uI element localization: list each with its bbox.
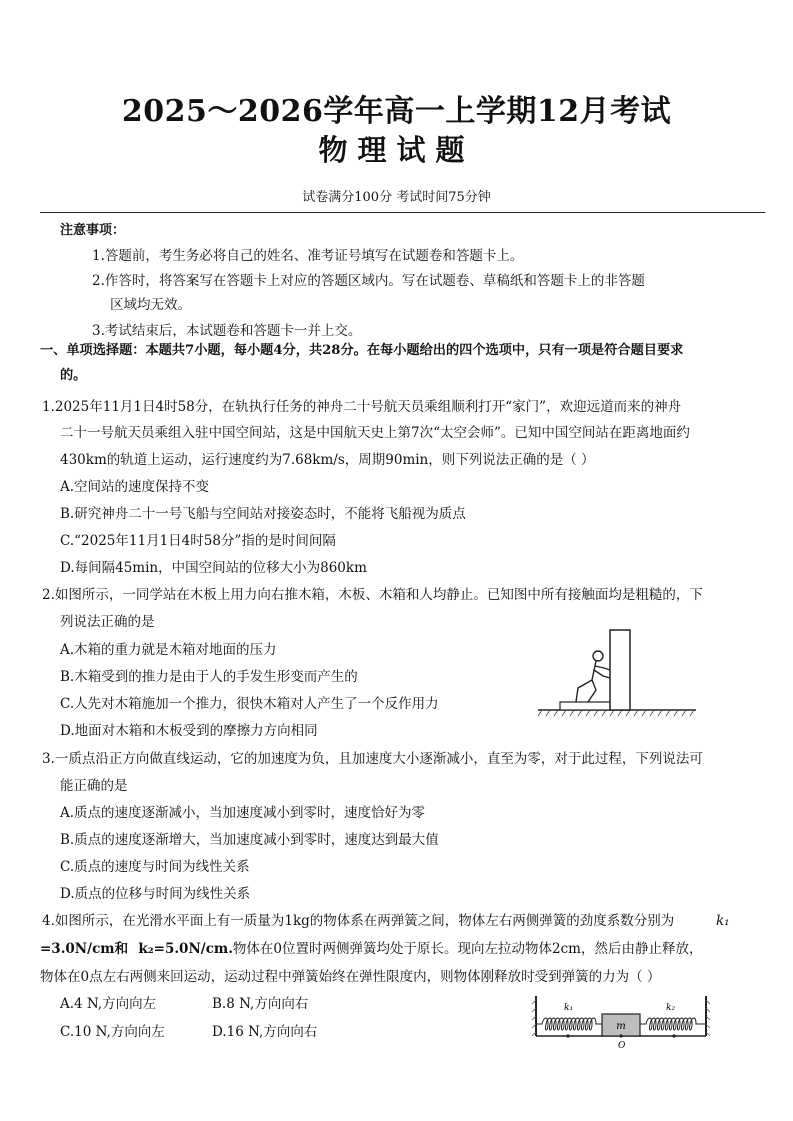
- question-1-option-a: A.空间站的速度保持不变: [60, 479, 210, 495]
- left-spring: [536, 1018, 602, 1030]
- section-heading: 一、单项选择题：本题共7小题，每小题4分，共28分。在每小题给出的四个选项中，只有一项是符合题目要求: [40, 343, 684, 358]
- origin-label: O: [618, 1041, 626, 1051]
- k1-symbol: k₁: [716, 913, 730, 929]
- question-2-text: 列说法正确的是: [60, 614, 155, 630]
- question-1-text: 430km的轨道上运动，运行速度约为7.68km/s，周期90min，则下列说法正确的是（ ）: [60, 452, 595, 468]
- notes-heading: 注意事项：: [60, 223, 126, 238]
- exam-info: 试卷满分100分 考试时间75分钟: [302, 190, 491, 205]
- question-3-text: 能正确的是: [60, 778, 128, 794]
- k2-label: k₂: [666, 1003, 676, 1013]
- question-2-option-b: B.木箱受到的推力是由于人的手发生形变而产生的: [60, 669, 358, 685]
- mass-label: m: [616, 1021, 626, 1032]
- question-2-option-c: C.人先对木箱施加一个推力，很快木箱对人产生了一个反作用力: [60, 696, 439, 712]
- note-item: 3.考试结束后，本试题卷和答题卡一并上交。: [92, 323, 362, 339]
- header-divider: [40, 212, 765, 213]
- question-4-text: [40, 940, 702, 958]
- note-item: 区域均无效。: [110, 297, 191, 313]
- wooden-box: [610, 630, 630, 710]
- question-2-option-a: A.木箱的重力就是木箱对地面的压力: [60, 642, 277, 658]
- k1-label: k₁: [564, 1003, 574, 1013]
- question-3-option-b: B.质点的速度逐渐增大，当加速度减小到零时，速度达到最大值: [60, 832, 439, 848]
- question-2-option-d: D.地面对木箱和木板受到的摩擦力方向相同: [60, 723, 318, 739]
- section-heading-cont: 的。: [60, 368, 87, 383]
- person-figure: [576, 651, 610, 702]
- ground-hatching: [538, 710, 694, 716]
- question-4-option-c: C.10 N,方向向左: [60, 1024, 165, 1040]
- question-1-text: 1.2025年11月1日4时58分，在轨执行任务的神舟二十号航天员乘组顺利打开“家门”，欢迎远道而来的神舟: [42, 399, 682, 415]
- question-1-option-b: B.研究神舟二十一号飞船与空间站对接姿态时，不能将飞船视为质点: [60, 506, 466, 522]
- exam-subject: 物理试题: [318, 133, 475, 167]
- note-item: 1.答题前，考生务必将自己的姓名、准考证号填写在试题卷和答题卡上。: [92, 248, 524, 264]
- reference-dot: [566, 1034, 569, 1037]
- question-4-text-cont: 物体在0位置时两侧弹簧均处于原长。现向左拉动物体2cm，然后由静止释放，: [232, 941, 703, 957]
- question-4-option-d: D.16 N,方向向右: [212, 1024, 318, 1040]
- question-4-option-b: B.8 N,方向向右: [212, 996, 309, 1012]
- reference-dot: [672, 1034, 675, 1037]
- question-4-option-a: A.4 N,方向向左: [60, 996, 157, 1012]
- question-4-text: 物体在0点左右两侧来回运动，运动过程中弹簧始终在弹性限度内，则物体刚释放时受到弹簧的力为（ ）: [40, 969, 661, 985]
- spring-mass-figure: [530, 994, 712, 1052]
- origin-dot: [619, 1034, 622, 1037]
- k1-value: =3.0N/cm和: [40, 941, 129, 957]
- note-item: 2.作答时，将答案写在答题卡上对应的答题区域内。写在试题卷、草稿纸和答题卡上的非答题: [92, 273, 645, 289]
- question-2-text: 2.如图所示，一同学站在木板上用力向右推木箱，木板、木箱和人均静止。已知图中所有接触面均是粗糙的，下: [42, 587, 703, 603]
- question-3-option-d: D.质点的位移与时间为线性关系: [60, 886, 251, 902]
- right-spring: [640, 1018, 706, 1030]
- exam-title: 2025～2026学年高一上学期12月考试: [121, 94, 672, 129]
- person-pushing-box-figure: [538, 628, 698, 720]
- question-4-text: 4.如图所示，在光滑水平面上有一质量为1kg的物体系在两弹簧之间，物体左右两侧弹簧的劲度系数分别为: [42, 913, 675, 929]
- question-3-option-c: C.质点的速度与时间为线性关系: [60, 859, 250, 875]
- question-1-option-d: D.每间隔45min，中国空间站的位移大小为860km: [60, 560, 367, 576]
- wooden-board: [560, 702, 610, 710]
- k2-value: k₂=5.0N/cm.: [138, 941, 233, 957]
- question-3-option-a: A.质点的速度逐渐减小，当加速度减小到零时，速度恰好为零: [60, 805, 426, 821]
- question-3-text: 3.一质点沿正方向做直线运动，它的加速度为负，且加速度大小逐渐减小，直至为零，对于此过程，下列说法可: [42, 751, 703, 767]
- question-1-text: 二十一号航天员乘组入驻中国空间站，这是中国航天史上第7次“太空会师”。已知中国空间站在距离地面约: [60, 425, 690, 441]
- question-1-option-c: C.“2025年11月1日4时58分”指的是时间间隔: [60, 533, 336, 549]
